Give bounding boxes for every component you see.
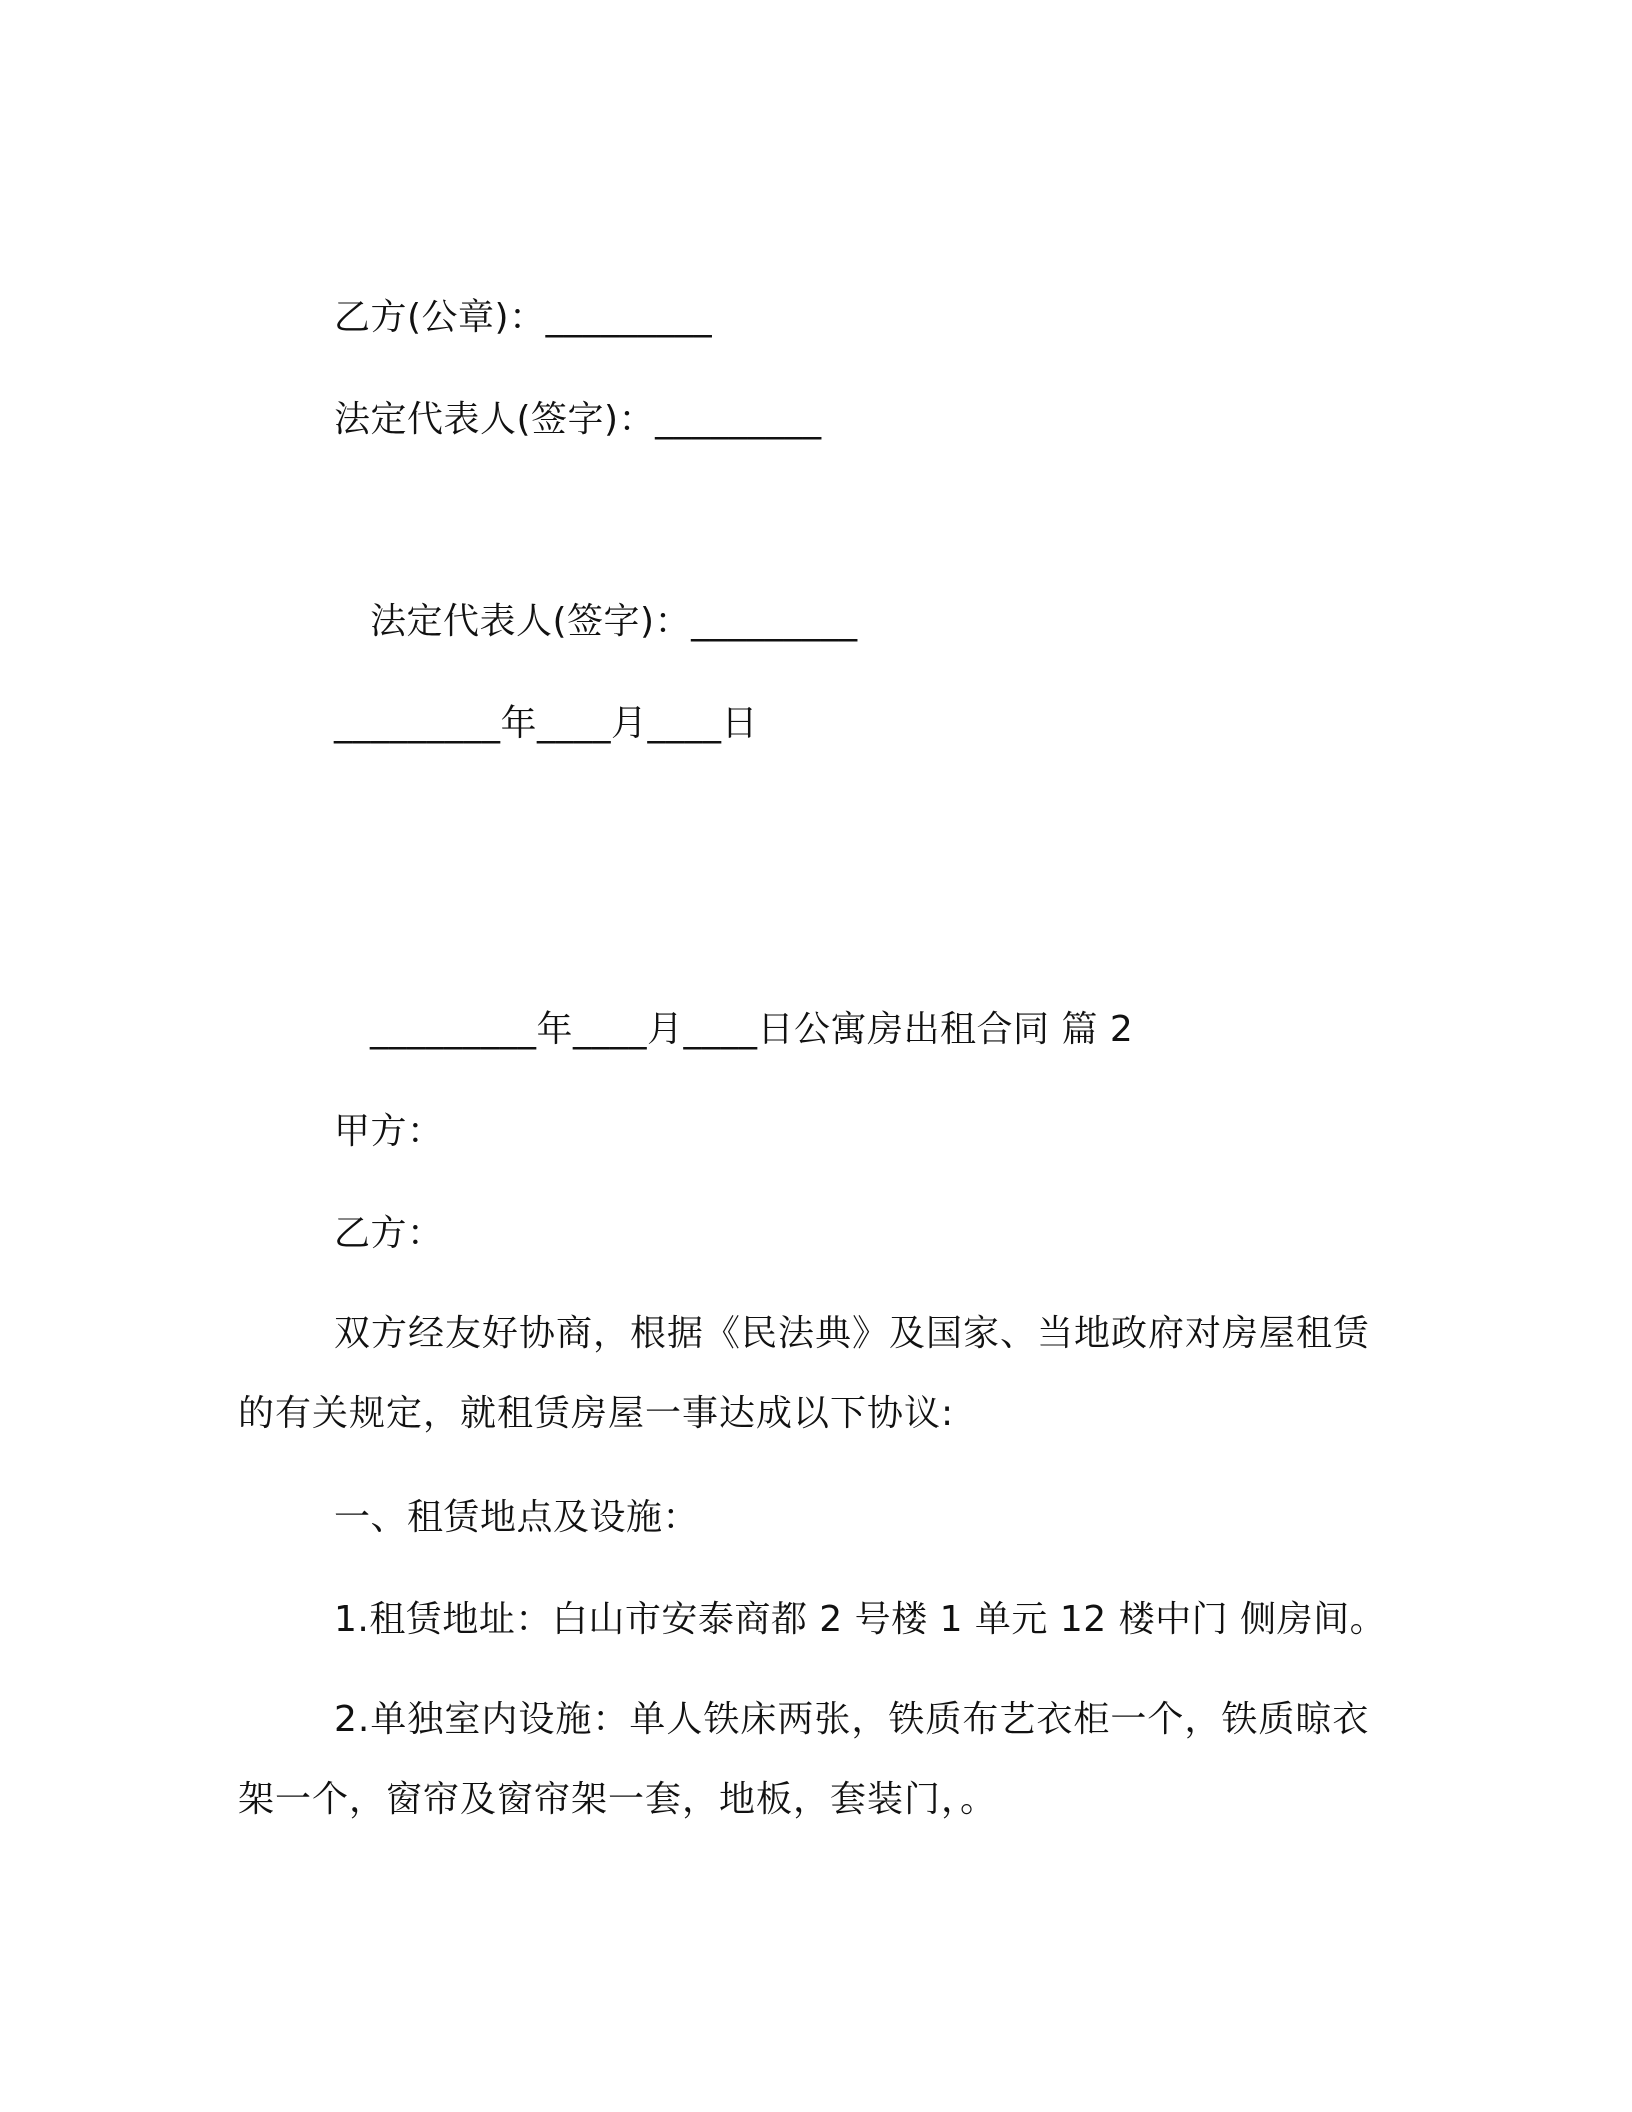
clause-item-2: 2.单独室内设施：单人铁床两张，铁质布艺衣柜一个，铁质晾衣架一个，窗帘及窗帘架一套，地板，套装门，。 — [238, 1699, 1370, 1820]
intro-paragraph: 双方经友好协商，根据《民法典》及国家、当地政府对房屋租赁的有关规定，就租赁房屋一事达成以下协议: — [238, 1313, 1371, 1434]
section-title: _________年____月____日公寓房出租合同 篇 2 — [370, 1009, 1134, 1050]
section-heading-1: 一、租赁地点及设施： — [334, 1497, 700, 1538]
party-a-label: 甲方： — [334, 1111, 444, 1152]
signature-legal-representative-second: 法定代表人(签字)：_________ — [370, 601, 858, 642]
signature-party-b-seal: 乙方(公章)：_________ — [334, 297, 713, 338]
clause-item-1: 1.租赁地址：白山市安泰商都 2 号楼 1 单元 12 楼中门 侧房间。 — [334, 1599, 1387, 1640]
party-b-label: 乙方： — [334, 1213, 444, 1254]
signature-date: _________年____月____日 — [334, 703, 758, 744]
signature-legal-representative: 法定代表人(签字)：_________ — [334, 399, 822, 440]
